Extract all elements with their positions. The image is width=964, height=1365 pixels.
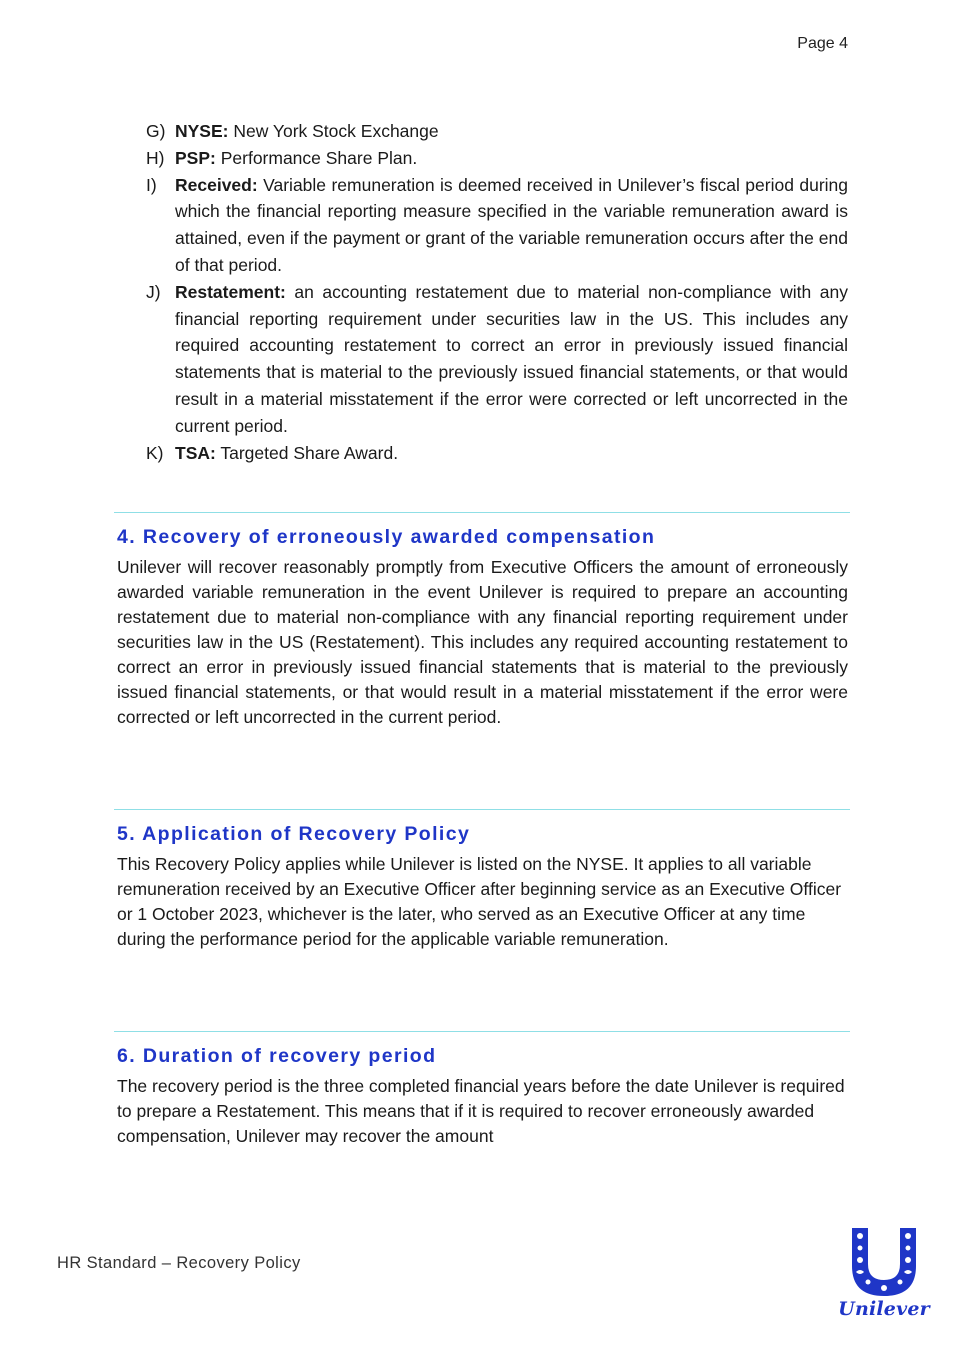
section-title: 4. Recovery of erroneously awarded compensation [117, 526, 656, 548]
definition-term: Restatement: [175, 281, 286, 302]
definitions-list [146, 118, 848, 466]
definition-term: NYSE: [175, 121, 229, 141]
section-application [114, 809, 850, 952]
definition-text: Targeted Share Award. [215, 442, 399, 463]
section-divider [114, 1031, 850, 1032]
definition-letter: J) [146, 281, 161, 302]
page-number: Page 4 [797, 35, 848, 52]
definition-letter: H) [146, 147, 165, 168]
definition-text: New York Stock Exchange [228, 121, 439, 141]
section-title: 5. Application of Recovery Policy [117, 823, 471, 845]
definition-term: Received: [175, 174, 258, 195]
definition-item [146, 118, 848, 145]
section-divider [114, 512, 850, 513]
definition-item [146, 145, 848, 172]
section-divider [114, 809, 850, 810]
section-recovery [114, 512, 850, 730]
definition-text: an accounting restatement due to material non-compliance with any financial reporting requirement under securities law in the US. This includes any required accounting restatement to correct an error in previously issued financial statements that is material to the previously issued financial statements, or that would result in a material misstatement if the error were corrected or left uncorrected in the current period. [175, 281, 848, 436]
section-body: This Recovery Policy applies while Unilever is listed on the NYSE. It applies to all variable remuneration received by an Executive Officer after beginning service as an Executive Officer or 1 October 2023, whichever is the later, who served as an Executive Officer at any time during the performance period for the applicable variable remuneration. [117, 854, 842, 949]
section-body: Unilever will recover reasonably promptly from Executive Officers the amount of erroneously awarded variable remuneration in the event Unilever is required to prepare an accounting restatement due to material non-compliance with any financial reporting requirement under securities law in the US (Restatement). This includes any required accounting restatement to correct an error in previously issued financial statements that is material to the previously issued financial statements, or that would result in a material misstatement if the error were corrected or left uncorrected in the current period. [117, 557, 848, 727]
footer-document-title: HR Standard – Recovery Policy [57, 1254, 301, 1272]
definition-letter: G) [146, 121, 166, 141]
definition-item [146, 172, 848, 279]
definition-term: TSA: [175, 442, 216, 463]
section-duration [114, 1031, 850, 1149]
definition-item [146, 440, 848, 467]
definition-letter: I) [146, 174, 157, 195]
section-title: 6. Duration of recovery period [117, 1045, 437, 1067]
definition-text: Variable remuneration is deemed received in Unilever’s fiscal period during which the financial reporting measure specified in the variable remuneration award is attained, even if the payment or grant of the variable remuneration occurs after the end of that period. [175, 174, 848, 275]
definition-letter: K) [146, 442, 164, 463]
section-body: The recovery period is the three completed financial years before the date Unilever is required to prepare a Restatement. This means that if it is required to recover erroneously awarded compensation, Unilever may recover the amount [117, 1076, 845, 1146]
definition-term: PSP: [175, 147, 216, 168]
definition-text: Performance Share Plan. [215, 147, 418, 168]
definition-item [146, 279, 848, 440]
unilever-wordmark: Unilever [838, 1298, 930, 1320]
